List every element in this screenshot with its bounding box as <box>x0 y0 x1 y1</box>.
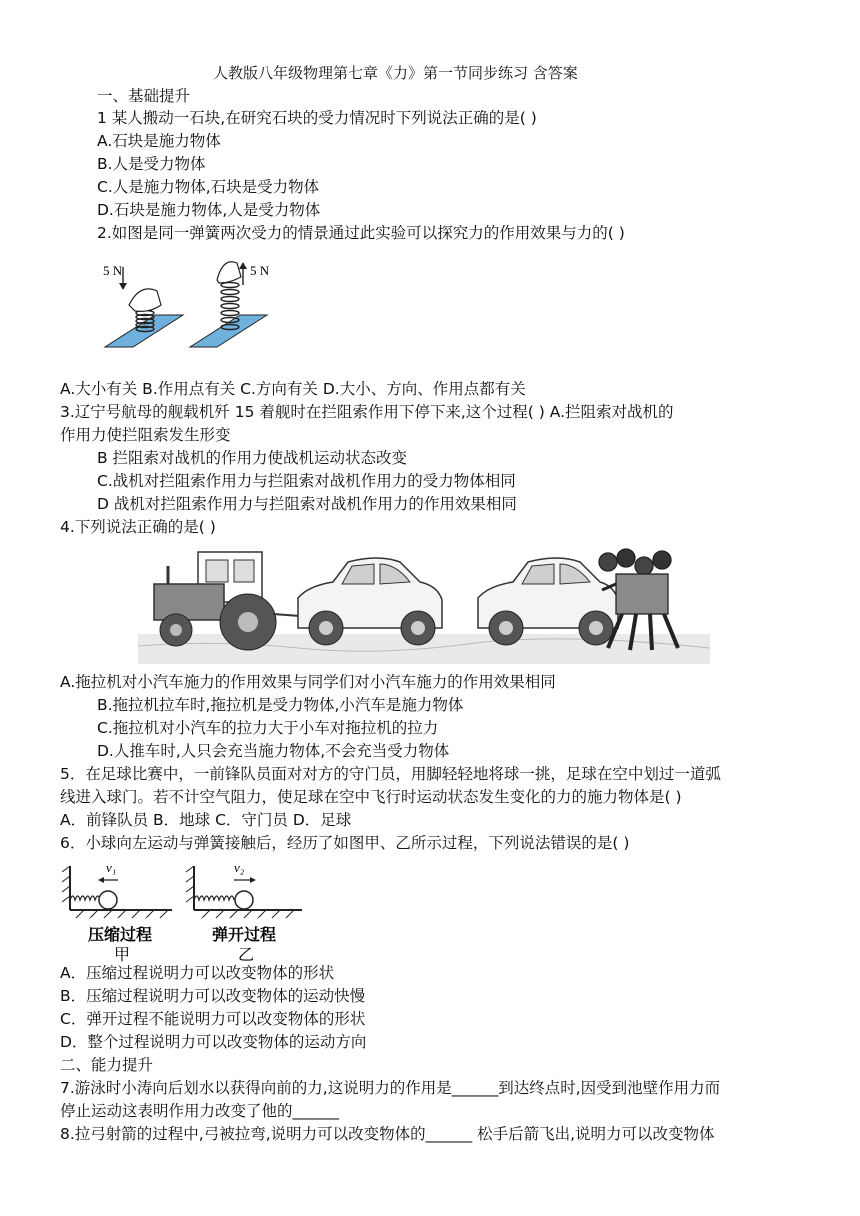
document-title: 人教版八年级物理第七章《力》第一节同步练习 含答案 <box>213 64 578 82</box>
q4-option-d: D.人推车时,人只会充当施力物体,不会充当受力物体 <box>97 742 450 760</box>
caption-jia: 甲 <box>114 945 131 964</box>
q3-option-b: B 拦阻索对战机的作用力使战机运动状态改变 <box>97 449 408 467</box>
q1-option-c: C.人是施力物体,石块是受力物体 <box>97 178 320 196</box>
caption-compress: 压缩过程 <box>88 925 153 944</box>
q6-option-c: C．弹开过程不能说明力可以改变物体的形状 <box>60 1010 366 1028</box>
force-label-left: 5 N <box>103 263 123 278</box>
car-shape-pushed <box>478 558 618 645</box>
q7-line1: 7.游泳时小涛向后划水以获得向前的力,这说明力的作用是______到达终点时,因受到池壁作用力而 <box>60 1079 721 1097</box>
q6-option-a: A．压缩过程说明力可以改变物体的形状 <box>60 964 335 982</box>
q5-stem: 5．在足球比赛中，一前锋队员面对对方的守门员，用脚轻轻地将球一挑，足球在空中划过一道弧 <box>60 765 721 783</box>
q6-option-b: B．压缩过程说明力可以改变物体的运动快慢 <box>60 987 366 1005</box>
q8-line1: 8.拉弓射箭的过程中,弓被拉弯,说明力可以改变物体的______ 松手后箭飞出,说明力可以改变物体 <box>60 1125 715 1143</box>
spring-force-figure <box>95 255 295 360</box>
q6-option-d: D．整个过程说明力可以改变物体的运动方向 <box>60 1033 367 1051</box>
velocity-label-v1: v₁ <box>106 860 117 875</box>
q4-option-c: C.拖拉机对小汽车的拉力大于小车对拖拉机的拉力 <box>97 719 439 737</box>
q3-option-d: D 战机对拦阻索作用力与拦阻索对战机作用力的作用效果相同 <box>97 495 517 513</box>
q7-line2: 停止运动这表明作用力改变了他的______ <box>60 1102 340 1120</box>
spring-ball-diagram <box>62 856 307 966</box>
q1-stem: 1 某人搬动一石块,在研究石块的受力情况时下列说法正确的是( ) <box>97 109 537 127</box>
spring-ball-figure <box>62 856 307 966</box>
velocity-label-v2: v₂ <box>234 860 245 875</box>
section-heading-ability: 二、能力提升 <box>60 1056 154 1074</box>
q2-stem: 2.如图是同一弹簧两次受力的情景通过此实验可以探究力的作用效果与力的( ) <box>97 224 625 242</box>
q5-stem-cont: 线进入球门。若不计空气阻力，使足球在空中飞行时运动状态发生变化的力的施力物体是( ) <box>60 788 682 806</box>
spring-diagram <box>95 255 295 360</box>
q3-option-c: C.战机对拦阻索作用力与拦阻索对战机作用力的受力物体相同 <box>97 472 516 490</box>
q6-stem: 6．小球向左运动与弹簧接触后，经历了如图甲、乙所示过程，下列说法错误的是( ) <box>60 834 630 852</box>
car-shape-pulled <box>298 558 442 645</box>
q1-option-b: B.人是受力物体 <box>97 155 206 173</box>
diagram-yi <box>186 860 302 964</box>
caption-release: 弹开过程 <box>212 925 277 944</box>
q4-option-b: B.拖拉机拉车时,拖拉机是受力物体,小汽车是施力物体 <box>97 696 464 714</box>
q4-option-a: A.拖拉机对小汽车施力的作用效果与同学们对小汽车施力的作用效果相同 <box>60 673 556 691</box>
q4-stem: 4.下列说法正确的是( ) <box>60 518 216 536</box>
tractor-car-figure <box>138 540 710 664</box>
force-label-right: 5 N <box>250 263 270 278</box>
q3-stem: 3.辽宁号航母的舰载机歼 15 着舰时在拦阻索作用下停下来,这个过程( ) A.拦阻索对战机的 <box>60 403 674 421</box>
q1-option-d: D.石块是施力物体,人是受力物体 <box>97 201 321 219</box>
q1-option-a: A.石块是施力物体 <box>97 132 221 150</box>
q2-options: A.大小有关 B.作用点有关 C.方向有关 D.大小、方向、作用点都有关 <box>60 380 526 398</box>
section-heading-basic: 一、基础提升 <box>97 87 191 105</box>
q3-stem-cont: 作用力使拦阻索发生形变 <box>60 426 231 444</box>
q5-options: A．前锋队员 B．地球 C．守门员 D．足球 <box>60 811 352 829</box>
diagram-jia <box>62 860 172 964</box>
tractor-car-illustration <box>138 540 710 664</box>
caption-yi: 乙 <box>238 945 255 964</box>
